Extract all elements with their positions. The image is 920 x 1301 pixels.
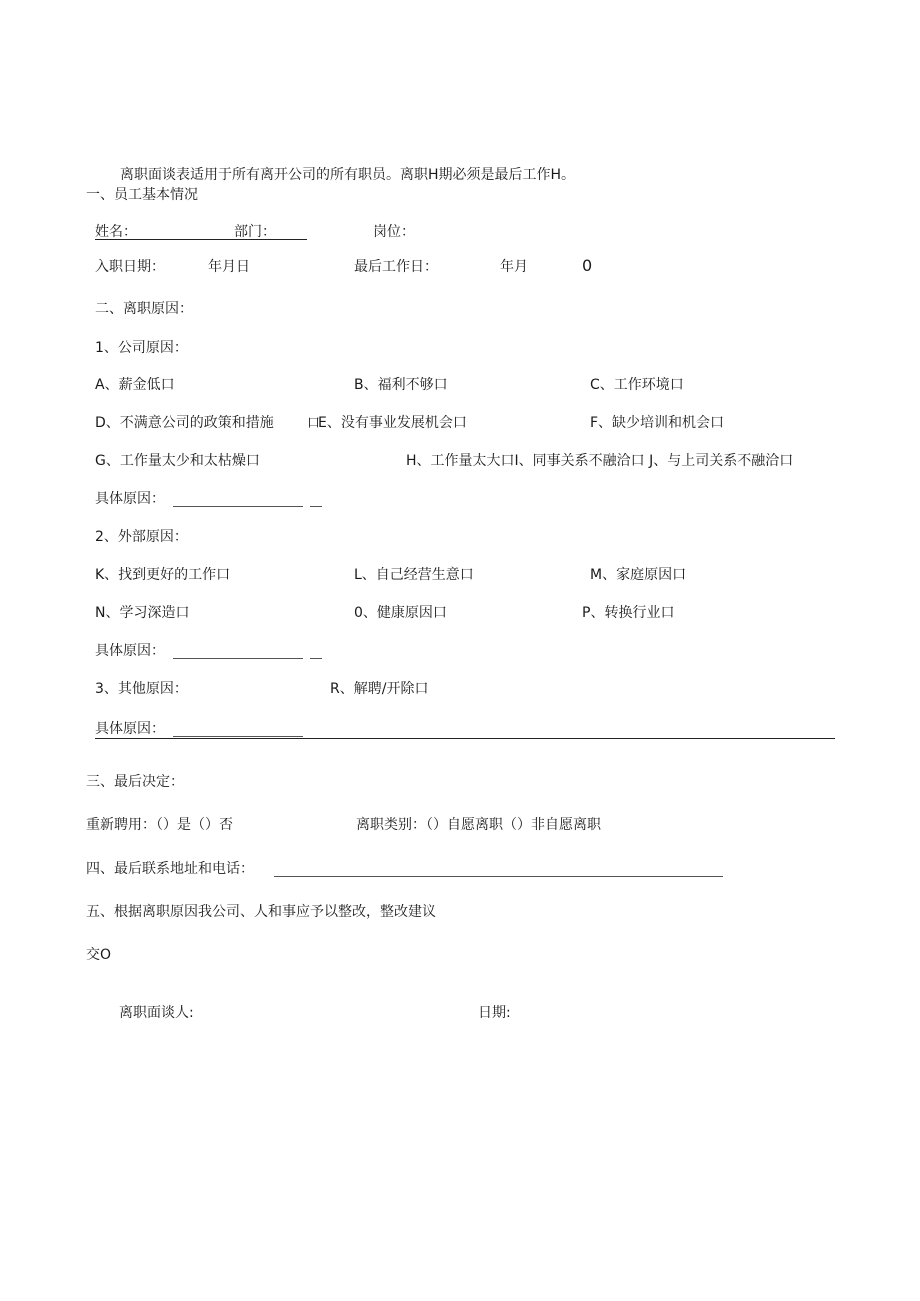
company-detail-label: 具体原因： — [95, 491, 165, 507]
company-detail-field-tail[interactable] — [310, 506, 322, 507]
name-label: 姓名： — [95, 224, 137, 240]
option-h-i-j[interactable]: H、工作量太大口I、同事关系不融洽口 J、与上司关系不融洽口 — [406, 453, 794, 469]
rehire-choice[interactable]: 重新聘用：（）是（）否 — [86, 817, 233, 833]
other-reasons-heading: 3、其他原因： — [95, 681, 188, 697]
option-c[interactable]: C、工作环境口 — [590, 377, 684, 393]
intro-text: 离职面谈表适用于所有离开公司的所有职员。离职H期必须是最后工作H。 — [120, 167, 576, 183]
section1-heading: 一、员工基本情况 — [86, 187, 198, 203]
option-a[interactable]: A、薪金低口 — [95, 377, 175, 393]
entry-date-value: 年月日 — [208, 259, 250, 275]
date-label: 日期: — [478, 1005, 511, 1021]
dept-label: 部门： — [234, 224, 276, 240]
option-k[interactable]: K、找到更好的工作口 — [95, 567, 231, 583]
option-m[interactable]: M、家庭原因口 — [590, 567, 687, 583]
option-b[interactable]: B、福利不够口 — [354, 377, 448, 393]
section5-tail: 交O — [86, 947, 112, 963]
option-g[interactable]: G、工作量太少和太枯燥口 — [95, 453, 260, 469]
last-day-label: 最后工作日： — [354, 259, 438, 275]
last-day-tail: 0 — [582, 256, 593, 275]
section5-heading: 五、根据离职原因我公司、人和事应予以整改，整改建议 — [86, 904, 436, 920]
last-day-value: 年月 — [500, 259, 528, 275]
option-p[interactable]: P、转换行业口 — [582, 605, 675, 621]
section4-heading: 四、最后联系地址和电话： — [86, 861, 254, 877]
option-n[interactable]: N、学习深造口 — [95, 605, 190, 621]
section3-heading: 三、最后决定： — [86, 774, 184, 790]
interviewer-label: 离职面谈人: — [119, 1005, 194, 1021]
option-e[interactable]: E、没有事业发展机会口 — [318, 415, 467, 431]
departure-type-choice[interactable]: 离职类别：（）自愿离职（）非自愿离职 — [356, 817, 601, 833]
option-r[interactable]: R、解聘/开除口 — [330, 681, 429, 697]
section-divider — [95, 738, 835, 739]
other-detail-field[interactable] — [173, 736, 303, 737]
option-l[interactable]: L、自己经营生意口 — [354, 567, 474, 583]
option-d[interactable]: D、不满意公司的政策和措施 — [95, 415, 274, 431]
option-f[interactable]: F、缺少培训和机会口 — [590, 415, 725, 431]
company-detail-field[interactable] — [173, 506, 303, 507]
external-detail-field-tail[interactable] — [310, 658, 322, 659]
option-o[interactable]: 0、健康原因口 — [354, 605, 447, 621]
other-detail-label: 具体原因： — [95, 721, 165, 737]
position-label: 岗位： — [373, 224, 415, 240]
external-reasons-heading: 2、外部原因： — [95, 529, 188, 545]
option-d-checkbox[interactable]: 口 — [307, 416, 321, 431]
section2-heading: 二、离职原因： — [95, 301, 193, 317]
entry-date-label: 入职日期： — [95, 259, 165, 275]
company-reasons-heading: 1、公司原因： — [95, 340, 188, 356]
contact-field[interactable] — [274, 876, 723, 877]
external-detail-label: 具体原因： — [95, 643, 165, 659]
name-dept-underline[interactable] — [95, 239, 307, 240]
external-detail-field[interactable] — [173, 658, 303, 659]
